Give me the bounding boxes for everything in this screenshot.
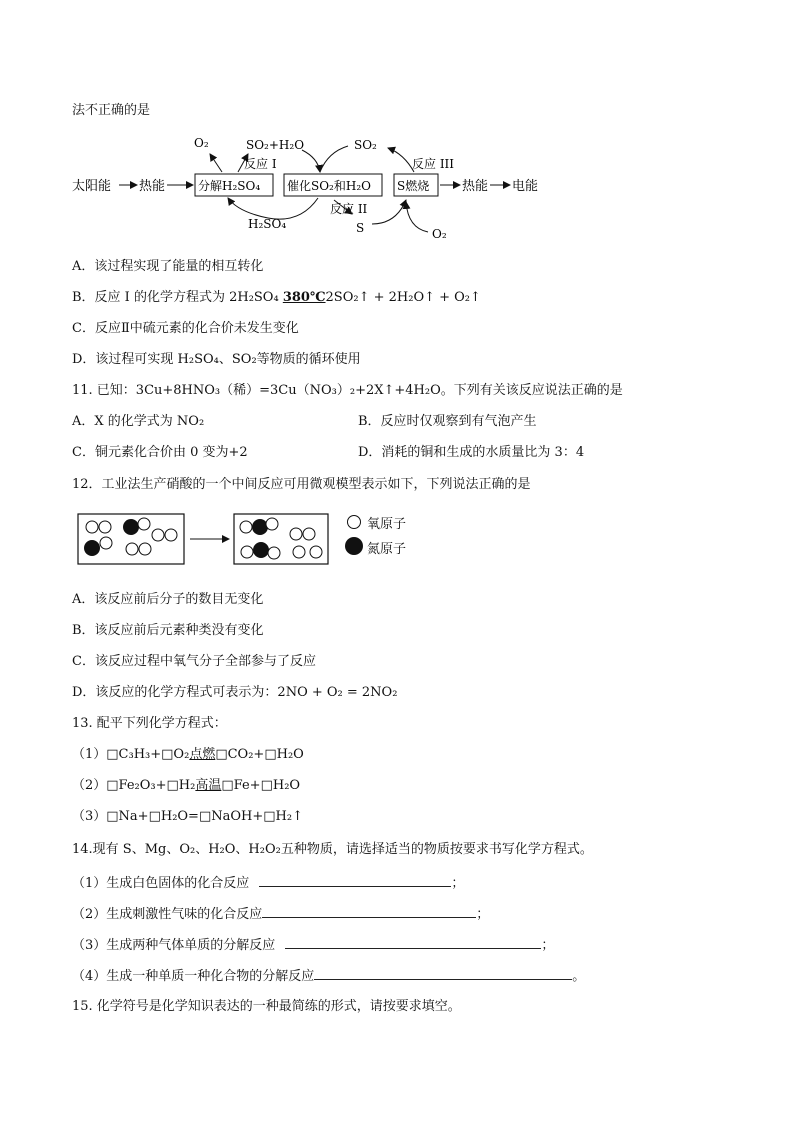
q10-option-b-post: 2SO₂↑ + 2H₂O↑ + O₂↑	[325, 290, 481, 305]
h2so4-bottom-label: H₂SO₄	[248, 217, 287, 231]
q13-e1-condition: 点燃	[189, 747, 216, 762]
o-atom	[86, 521, 98, 533]
n-atom	[123, 519, 139, 535]
q10-option-b-pre: B．反应 I 的化学方程式为 2H₂SO₄	[72, 290, 283, 305]
q14-item-4-end: 。	[572, 969, 586, 984]
arc-box3-to-so2	[388, 148, 414, 172]
q10-option-a: A．该过程实现了能量的相互转化	[72, 259, 264, 274]
q14-item-2	[72, 903, 489, 924]
q10-option-d: D．该过程可实现 H₂SO₄、SO₂等物质的循环使用	[72, 352, 361, 367]
q10-option-b	[72, 289, 481, 307]
q13-equation-3: （3）□Na+□H₂O=□NaOH+□H₂↑	[72, 809, 303, 824]
o-atom	[290, 528, 302, 540]
o-atom	[138, 518, 150, 530]
o-atom	[240, 521, 252, 533]
q13-stem: 13. 配平下列化学方程式：	[72, 716, 227, 731]
arrow-o2-up	[210, 154, 222, 172]
o-atom	[99, 521, 111, 533]
so2-h2o-label: SO₂+H₂O	[246, 138, 305, 152]
o-atom	[310, 546, 322, 558]
q14-item-4-label: （4）生成一种单质一种化合物的分解反应	[72, 969, 315, 984]
q11-option-b: B．反应时仅观察到有气泡产生	[358, 414, 537, 429]
box-s-combustion-label: S燃烧	[397, 179, 430, 193]
q14-item-2-blank[interactable]	[262, 903, 476, 918]
heat-label-2: 热能	[462, 179, 489, 194]
s-bottom-label: S	[356, 221, 365, 235]
o-atom	[293, 546, 305, 558]
o-atom	[241, 546, 253, 558]
electric-energy-label: 电能	[512, 179, 539, 194]
q14-item-1-end: ；	[451, 876, 465, 891]
q14-item-3-label: （3）生成两种气体单质的分解反应	[72, 938, 276, 953]
o-atom	[268, 547, 280, 559]
q14-item-4	[72, 965, 585, 986]
q11-stem: 11. 已知：3Cu+8HNO₃（稀）=3Cu（NO₃）₂+2X↑+4H₂O。下列有关该反应说法正确的是	[72, 383, 623, 398]
reaction-1-label: 反应 I	[244, 157, 277, 171]
o-atom	[139, 543, 151, 555]
q11-option-a: A．X 的化学式为 NO₂	[72, 414, 205, 429]
o2-bottom-label: O₂	[432, 227, 447, 241]
box-decompose-h2so4-label: 分解H₂SO₄	[198, 179, 261, 193]
reaction-2-label: 反应 II	[330, 202, 368, 216]
q14-item-1	[72, 872, 464, 893]
q11-option-c: C．铜元素化合价由 0 变为+2	[72, 445, 248, 460]
q14-stem: 14.现有 S、Mg、O₂、H₂O、H₂O₂五种物质，请选择适当的物质按要求书写化学方程式。	[72, 842, 593, 857]
arc-box2-to-h2so4	[228, 198, 318, 219]
q12-option-a: A．该反应前后分子的数目无变化	[72, 592, 264, 607]
o-atom	[165, 529, 177, 541]
solar-energy-label: 太阳能	[72, 179, 112, 194]
q10-stem-end: 法不正确的是	[72, 103, 151, 118]
q14-item-1-label: （1）生成白色固体的化合反应	[72, 876, 250, 891]
q12-option-c: C．该反应过程中氧气分子全部参与了反应	[72, 654, 316, 669]
q15-stem: 15. 化学符号是化学知识表达的一种最简练的形式，请按要求填空。	[72, 999, 461, 1014]
legend-n-symbol	[343, 535, 365, 557]
arc-o2-to-box3	[406, 202, 428, 232]
legend-o-symbol	[345, 513, 363, 531]
n-atom	[253, 542, 269, 558]
q13-e2-post: □Fe+□H₂O	[221, 778, 301, 793]
o-atom	[266, 518, 278, 530]
q14-item-1-blank[interactable]	[259, 872, 451, 887]
o2-top-label: O₂	[194, 136, 209, 150]
so2-top-label: SO₂	[354, 138, 377, 152]
q14-item-2-label: （2）生成刺激性气味的化合反应	[72, 907, 263, 922]
legend-n-label: 氮原子	[367, 542, 407, 557]
heat-label-1: 热能	[139, 179, 166, 194]
box-catalyze-label: 催化SO₂和H₂O	[287, 179, 371, 193]
q14-item-2-end: ；	[476, 907, 490, 922]
o-atom	[303, 528, 315, 540]
q13-e1-pre: （1）□C₃H₃+□O₂	[72, 747, 190, 762]
arc-so2h2o-to-box2	[302, 150, 320, 172]
q13-e2-condition: 高温	[195, 778, 222, 793]
o-atom	[152, 529, 164, 541]
reaction-arrowhead	[222, 535, 230, 543]
o-atom	[100, 537, 112, 549]
q12-option-d: D．该反应的化学方程式可表示为：2NO + O₂ = 2NO₂	[72, 685, 398, 700]
q12-stem: 12．工业法生产硝酸的一个中间反应可用微观模型表示如下，下列说法正确的是	[72, 477, 531, 492]
q13-e1-post: □CO₂+□H₂O	[215, 747, 304, 762]
q12-option-b: B．该反应前后元素种类没有变化	[72, 623, 264, 638]
q13-equation-1	[72, 746, 304, 764]
q13-e2-pre: （2）□Fe₂O₃+□H₂	[72, 778, 196, 793]
o-atom	[126, 543, 138, 555]
q14-item-3	[72, 934, 554, 955]
n-atom	[84, 540, 100, 556]
q13-equation-2	[72, 777, 300, 795]
arc-s-to-box3	[372, 200, 406, 224]
q14-item-3-end: ；	[541, 938, 555, 953]
q10-option-b-condition: 380℃	[282, 290, 326, 305]
reaction-3-label: 反应 III	[412, 157, 455, 171]
legend-o-label: 氧原子	[367, 517, 407, 532]
q14-item-3-blank[interactable]	[285, 934, 541, 949]
q10-option-c: C．反应Ⅱ中硫元素的化合价未发生变化	[72, 321, 299, 336]
n-atom	[252, 519, 268, 535]
arc-box2-so2	[320, 146, 348, 172]
q14-item-4-blank[interactable]	[314, 965, 572, 980]
energy-cycle-diagram	[0, 128, 794, 248]
q11-option-d: D．消耗的铜和生成的水质量比为 3：4	[358, 445, 585, 460]
